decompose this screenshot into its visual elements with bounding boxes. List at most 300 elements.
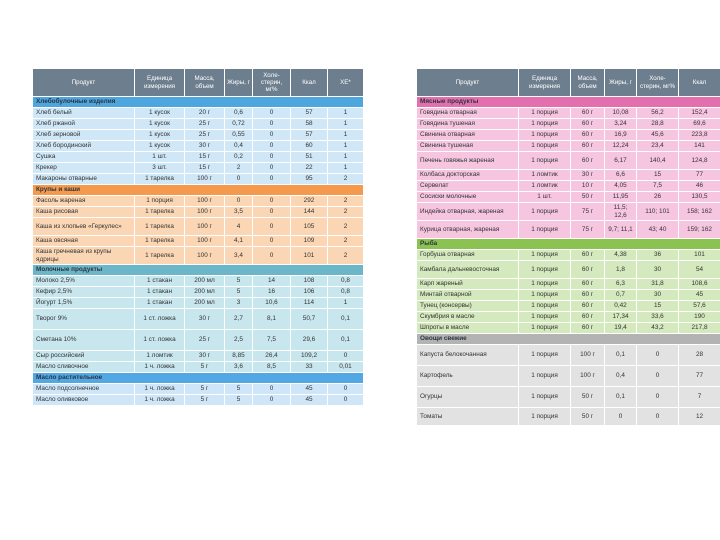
value-cell: 29,6 [291, 330, 328, 351]
value-cell: 12,24 [605, 141, 637, 152]
value-cell: 1 [328, 163, 364, 174]
product-name-cell: Йогурт 1,5% [33, 298, 135, 309]
product-name-cell: Камбала дальневосточная [417, 261, 519, 279]
value-cell: 152,4 [679, 108, 720, 119]
value-cell: 0 [253, 218, 291, 236]
value-cell: 3,24 [605, 119, 637, 130]
value-cell: 0 [637, 387, 679, 408]
value-cell: 31,8 [637, 279, 679, 290]
value-cell: 100 г [185, 196, 225, 207]
value-cell: 4 [225, 218, 253, 236]
value-cell: 4,05 [605, 181, 637, 192]
value-cell: 7 [679, 387, 720, 408]
value-cell: 16 [253, 287, 291, 298]
column-header: Холе-стерин, мг% [637, 69, 679, 97]
product-name-cell: Томаты [417, 408, 519, 426]
value-cell: 11,95 [605, 192, 637, 203]
value-cell: 45 [291, 384, 328, 395]
value-cell: 0 [605, 408, 637, 426]
product-name-cell: Кефир 2,5% [33, 287, 135, 298]
product-name-cell: Говядина отварная [417, 108, 519, 119]
value-cell: 292 [291, 196, 328, 207]
table-row [417, 108, 720, 119]
value-cell: 60 г [571, 301, 605, 312]
product-name-cell: Капуста белокочанная [417, 345, 519, 366]
value-cell: 130,5 [679, 192, 720, 203]
value-cell: 3,5 [225, 207, 253, 218]
table-row [33, 196, 364, 207]
value-cell: 1 порция [519, 301, 571, 312]
value-cell: 1 шт. [519, 192, 571, 203]
value-cell: 106 [291, 287, 328, 298]
value-cell: 45 [679, 290, 720, 301]
product-name-cell: Сыр российский [33, 351, 135, 362]
value-cell: 3,6 [225, 362, 253, 373]
product-name-cell: Сервелат [417, 181, 519, 192]
value-cell: 57 [291, 130, 328, 141]
value-cell: 1 стакан [135, 276, 185, 287]
value-cell: 36 [637, 250, 679, 261]
table-row [33, 298, 364, 309]
value-cell: 1 тарелка [135, 207, 185, 218]
table-row [417, 152, 720, 170]
column-header: Продукт [33, 69, 135, 97]
value-cell: 0 [253, 207, 291, 218]
value-cell: 2 [328, 218, 364, 236]
value-cell: 2 [328, 247, 364, 265]
value-cell: 200 мл [185, 276, 225, 287]
section-row [33, 185, 364, 196]
value-cell: 6,17 [605, 152, 637, 170]
product-name-cell: Сосиски молочные [417, 192, 519, 203]
value-cell: 144 [291, 207, 328, 218]
product-name-cell: Макароны отварные [33, 174, 135, 185]
table-row [417, 301, 720, 312]
value-cell: 0,4 [225, 141, 253, 152]
product-name-cell: Масло оливковое [33, 395, 135, 406]
value-cell: 1 [328, 119, 364, 130]
value-cell: 1 порция [519, 323, 571, 334]
value-cell: 0 [253, 384, 291, 395]
value-cell: 69,6 [679, 119, 720, 130]
product-name-cell: Хлеб белый [33, 108, 135, 119]
column-header: Продукт [417, 69, 519, 97]
value-cell: 17,34 [605, 312, 637, 323]
value-cell: 1 ч. ложка [135, 384, 185, 395]
table-row [33, 309, 364, 330]
value-cell: 4,38 [605, 250, 637, 261]
value-cell: 109,2 [291, 351, 328, 362]
column-header: Ккал [291, 69, 328, 97]
value-cell: 108,6 [679, 279, 720, 290]
section-title: Мясные продукты [417, 97, 720, 108]
product-name-cell: Индейка отварная, жареная [417, 203, 519, 221]
value-cell: 5 [225, 276, 253, 287]
product-name-cell: Крекер [33, 163, 135, 174]
value-cell: 2 [328, 174, 364, 185]
value-cell: 0,42 [605, 301, 637, 312]
product-name-cell: Каша из хлопьев «Геркулес» [33, 218, 135, 236]
value-cell: 1 [328, 141, 364, 152]
value-cell: 2 [328, 196, 364, 207]
table-row [33, 351, 364, 362]
value-cell: 0 [253, 119, 291, 130]
value-cell: 100 г [185, 174, 225, 185]
product-name-cell: Сушка [33, 152, 135, 163]
table-row [33, 362, 364, 373]
product-name-cell: Огурцы [417, 387, 519, 408]
value-cell: 15 [637, 170, 679, 181]
value-cell: 15 г [185, 152, 225, 163]
value-cell: 0 [225, 196, 253, 207]
value-cell: 2 [328, 207, 364, 218]
value-cell: 1 тарелка [135, 247, 185, 265]
value-cell: 0 [328, 395, 364, 406]
header-row [417, 69, 720, 97]
value-cell: 51 [291, 152, 328, 163]
value-cell: 0,55 [225, 130, 253, 141]
column-header: Единица измерения [135, 69, 185, 97]
value-cell: 60 г [571, 130, 605, 141]
value-cell: 19,4 [605, 323, 637, 334]
value-cell: 105 [291, 218, 328, 236]
table-row [33, 247, 364, 265]
value-cell: 2 [225, 163, 253, 174]
value-cell: 1 ч. ложка [135, 395, 185, 406]
value-cell: 200 мл [185, 298, 225, 309]
value-cell: 7,5 [253, 330, 291, 351]
value-cell: 30 г [185, 309, 225, 330]
table-row [417, 279, 720, 290]
value-cell: 223,8 [679, 130, 720, 141]
value-cell: 14 [253, 276, 291, 287]
table-row [33, 218, 364, 236]
value-cell: 1 ст. ложка [135, 309, 185, 330]
value-cell: 110; 101 [637, 203, 679, 221]
value-cell: 20 г [185, 108, 225, 119]
value-cell: 100 г [571, 366, 605, 387]
value-cell: 0 [637, 366, 679, 387]
value-cell: 1 порция [519, 152, 571, 170]
value-cell: 28 [679, 345, 720, 366]
value-cell: 1,8 [605, 261, 637, 279]
value-cell: 5 [225, 395, 253, 406]
value-cell: 0 [253, 247, 291, 265]
table-row [417, 387, 720, 408]
value-cell: 45,6 [637, 130, 679, 141]
value-cell: 8,1 [253, 309, 291, 330]
value-cell: 95 [291, 174, 328, 185]
value-cell: 4,1 [225, 236, 253, 247]
product-name-cell: Молоко 2,5% [33, 276, 135, 287]
section-title: Масло растительное [33, 373, 364, 384]
value-cell: 0 [637, 408, 679, 426]
value-cell: 50,7 [291, 309, 328, 330]
product-name-cell: Картофель [417, 366, 519, 387]
value-cell: 0,1 [605, 345, 637, 366]
value-cell: 60 [291, 141, 328, 152]
value-cell: 101 [679, 250, 720, 261]
value-cell: 1 порция [519, 387, 571, 408]
value-cell: 6,6 [605, 170, 637, 181]
product-name-cell: Печень говяжья жареная [417, 152, 519, 170]
value-cell: 1 порция [519, 366, 571, 387]
value-cell: 1 кусок [135, 108, 185, 119]
table-row [417, 181, 720, 192]
value-cell: 158; 162 [679, 203, 720, 221]
value-cell: 8,5 [253, 362, 291, 373]
value-cell: 0,6 [225, 108, 253, 119]
value-cell: 0 [253, 163, 291, 174]
value-cell: 1 порция [519, 141, 571, 152]
value-cell: 56,2 [637, 108, 679, 119]
value-cell: 0 [253, 395, 291, 406]
value-cell: 77 [679, 366, 720, 387]
value-cell: 0 [253, 152, 291, 163]
value-cell: 2,5 [225, 330, 253, 351]
value-cell: 1 порция [519, 345, 571, 366]
value-cell: 5 г [185, 395, 225, 406]
value-cell: 5 г [185, 362, 225, 373]
table-row [33, 163, 364, 174]
value-cell: 0 [253, 236, 291, 247]
value-cell: 11,5; 12,6 [605, 203, 637, 221]
section-row [33, 265, 364, 276]
value-cell: 60 г [571, 323, 605, 334]
value-cell: 1 тарелка [135, 236, 185, 247]
section-row [417, 334, 720, 345]
product-name-cell: Шпроты в масле [417, 323, 519, 334]
column-header: Масса, объем [571, 69, 605, 97]
value-cell: 1 [328, 152, 364, 163]
value-cell: 1 тарелка [135, 218, 185, 236]
value-cell: 159; 162 [679, 221, 720, 239]
table-row [33, 174, 364, 185]
value-cell: 46 [679, 181, 720, 192]
column-header: Масса, объем [185, 69, 225, 97]
value-cell: 45 [291, 395, 328, 406]
value-cell: 2,7 [225, 309, 253, 330]
value-cell: 3,4 [225, 247, 253, 265]
table-row [417, 141, 720, 152]
product-name-cell: Хлеб ржаной [33, 119, 135, 130]
value-cell: 1 порция [135, 196, 185, 207]
value-cell: 1 порция [519, 279, 571, 290]
value-cell: 30 г [185, 351, 225, 362]
value-cell: 1 порция [519, 221, 571, 239]
table-row [417, 170, 720, 181]
value-cell: 0 [253, 108, 291, 119]
value-cell: 0,8 [328, 276, 364, 287]
table-row [417, 323, 720, 334]
column-header: Единица измерения [519, 69, 571, 97]
value-cell: 1 шт. [135, 152, 185, 163]
value-cell: 0 [253, 196, 291, 207]
section-title: Рыба [417, 239, 720, 250]
product-name-cell: Говядина тушеная [417, 119, 519, 130]
value-cell: 100 г [185, 218, 225, 236]
value-cell: 101 [291, 247, 328, 265]
value-cell: 8,85 [225, 351, 253, 362]
value-cell: 60 г [571, 312, 605, 323]
section-row [33, 97, 364, 108]
nutrition-table-right [416, 68, 720, 426]
product-name-cell: Тунец (консервы) [417, 301, 519, 312]
value-cell: 0 [225, 174, 253, 185]
value-cell: 25 г [185, 119, 225, 130]
product-name-cell: Горбуша отварная [417, 250, 519, 261]
value-cell: 100 г [185, 207, 225, 218]
value-cell: 1 ломтик [519, 170, 571, 181]
value-cell: 109 [291, 236, 328, 247]
value-cell: 60 г [571, 279, 605, 290]
value-cell: 1 [328, 130, 364, 141]
section-row [417, 97, 720, 108]
value-cell: 50 г [571, 408, 605, 426]
value-cell: 140,4 [637, 152, 679, 170]
section-title: Хлебобулочные изделия [33, 97, 364, 108]
value-cell: 60 г [571, 152, 605, 170]
value-cell: 1 кусок [135, 119, 185, 130]
value-cell: 141 [679, 141, 720, 152]
value-cell: 50 г [571, 192, 605, 203]
value-cell: 0 [253, 174, 291, 185]
table-row [417, 408, 720, 426]
product-name-cell: Фасоль жареная [33, 196, 135, 207]
nutrition-table-left [32, 68, 364, 406]
table-row [33, 287, 364, 298]
value-cell: 114 [291, 298, 328, 309]
table-row [33, 276, 364, 287]
value-cell: 1 порция [519, 119, 571, 130]
value-cell: 0 [253, 130, 291, 141]
value-cell: 124,8 [679, 152, 720, 170]
value-cell: 10,6 [253, 298, 291, 309]
value-cell: 1 тарелка [135, 174, 185, 185]
value-cell: 28,8 [637, 119, 679, 130]
value-cell: 33,6 [637, 312, 679, 323]
value-cell: 190 [679, 312, 720, 323]
value-cell: 26 [637, 192, 679, 203]
value-cell: 0 [328, 384, 364, 395]
table-row [417, 221, 720, 239]
product-name-cell: Хлеб бородинский [33, 141, 135, 152]
table-row [33, 207, 364, 218]
value-cell: 57,6 [679, 301, 720, 312]
value-cell: 100 г [571, 345, 605, 366]
table-row [33, 119, 364, 130]
value-cell: 43; 40 [637, 221, 679, 239]
value-cell: 0,8 [328, 287, 364, 298]
value-cell: 58 [291, 119, 328, 130]
value-cell: 3 шт. [135, 163, 185, 174]
product-name-cell: Каша рисовая [33, 207, 135, 218]
value-cell: 0,72 [225, 119, 253, 130]
product-name-cell: Масло сливочное [33, 362, 135, 373]
section-title: Овощи свежие [417, 334, 720, 345]
product-name-cell: Колбаса докторская [417, 170, 519, 181]
value-cell: 57 [291, 108, 328, 119]
value-cell: 1 порция [519, 108, 571, 119]
product-name-cell: Хлеб зерновой [33, 130, 135, 141]
value-cell: 5 [225, 384, 253, 395]
value-cell: 1 кусок [135, 141, 185, 152]
value-cell: 25 г [185, 330, 225, 351]
value-cell: 100 г [185, 236, 225, 247]
value-cell: 15 г [185, 163, 225, 174]
value-cell: 30 г [185, 141, 225, 152]
value-cell: 30 [637, 290, 679, 301]
table-row [417, 130, 720, 141]
value-cell: 1 порция [519, 312, 571, 323]
product-name-cell: Масло подсолнечное [33, 384, 135, 395]
product-name-cell: Творог 9% [33, 309, 135, 330]
section-title: Молочные продукты [33, 265, 364, 276]
table-row [417, 250, 720, 261]
value-cell: 0,7 [605, 290, 637, 301]
value-cell: 1 ломтик [135, 351, 185, 362]
table-row [417, 345, 720, 366]
table-row [33, 384, 364, 395]
value-cell: 1 стакан [135, 287, 185, 298]
column-header: ХЕ* [328, 69, 364, 97]
value-cell: 1 кусок [135, 130, 185, 141]
value-cell: 0,1 [605, 387, 637, 408]
value-cell: 0 [253, 141, 291, 152]
table-row [417, 203, 720, 221]
table-row [417, 119, 720, 130]
table-row [417, 312, 720, 323]
column-header: Жиры, г [225, 69, 253, 97]
value-cell: 60 г [571, 250, 605, 261]
product-name-cell: Каша гречневая из крупы ядрицы [33, 247, 135, 265]
value-cell: 1 стакан [135, 298, 185, 309]
value-cell: 100 г [185, 247, 225, 265]
value-cell: 23,4 [637, 141, 679, 152]
value-cell: 200 мл [185, 287, 225, 298]
value-cell: 0 [637, 345, 679, 366]
value-cell: 60 г [571, 141, 605, 152]
value-cell: 108 [291, 276, 328, 287]
value-cell: 5 г [185, 384, 225, 395]
value-cell: 1 порция [519, 408, 571, 426]
value-cell: 75 г [571, 203, 605, 221]
table-row [33, 141, 364, 152]
value-cell: 16,9 [605, 130, 637, 141]
value-cell: 50 г [571, 387, 605, 408]
value-cell: 77 [679, 170, 720, 181]
column-header: Холе-стерин, мг% [253, 69, 291, 97]
table-row [33, 236, 364, 247]
value-cell: 1 [328, 108, 364, 119]
value-cell: 60 г [571, 261, 605, 279]
value-cell: 0 [328, 351, 364, 362]
table-row [33, 152, 364, 163]
table-row [33, 130, 364, 141]
value-cell: 9,7; 11,1 [605, 221, 637, 239]
column-header: Ккал [679, 69, 720, 97]
value-cell: 6,3 [605, 279, 637, 290]
value-cell: 1 ч. ложка [135, 362, 185, 373]
value-cell: 30 г [571, 170, 605, 181]
value-cell: 1 порция [519, 203, 571, 221]
value-cell: 54 [679, 261, 720, 279]
value-cell: 60 г [571, 108, 605, 119]
product-name-cell: Свинина тушеная [417, 141, 519, 152]
product-name-cell: Свинина отварная [417, 130, 519, 141]
table-row [417, 366, 720, 387]
table-row [417, 290, 720, 301]
